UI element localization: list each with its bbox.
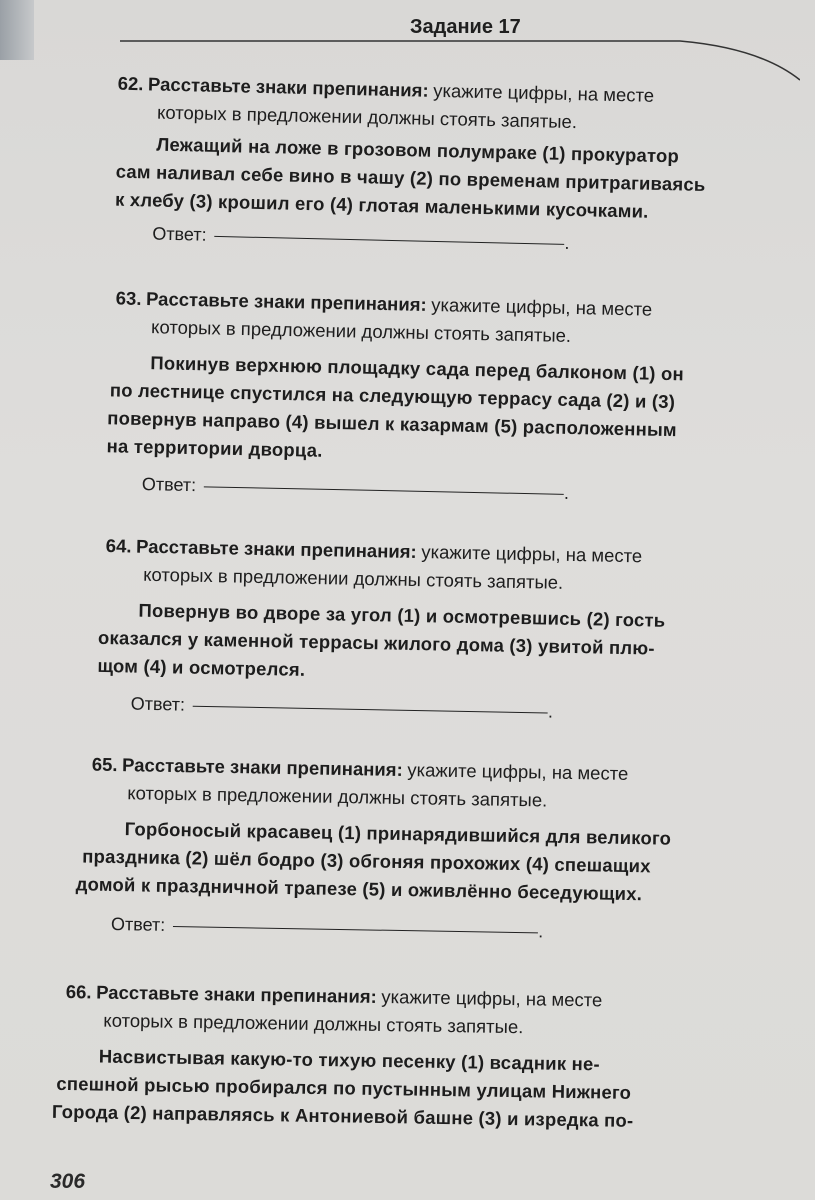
- sentence-line: спешной рысью пробирался по пустынным улицам Нижнего: [56, 1072, 632, 1103]
- instruction-text: укажите цифры, на месте: [431, 294, 653, 320]
- instruction-bold: Расставьте знаки препинания:: [135, 535, 417, 563]
- page-header: [120, 8, 780, 48]
- sentence-line: праздника (2) шёл бодро (3) обгоняя прохожих (4) спешащих: [82, 845, 651, 877]
- instruction-bold: Расставьте знаки препинания:: [96, 981, 377, 1007]
- instruction-bold: Расставьте знаки препинания:: [147, 73, 429, 101]
- instruction-line-2: которых в предложении должны стоять запятые.: [127, 782, 548, 811]
- answer-label: Ответ:: [110, 913, 166, 935]
- sentence-line: Насвистывая какую-то тихую песенку (1) всадник не-: [98, 1045, 601, 1075]
- task-number: 66.: [65, 981, 92, 1003]
- sentence-line: Города (2) направляясь к Антониевой башне (3) и изредка по-: [51, 1100, 634, 1131]
- instruction-text: укажите цифры, на месте: [421, 541, 643, 567]
- task-instruction: [92, 754, 629, 786]
- sentence-line: Покинув верхнюю площадку сада перед балконом (1) он: [150, 352, 685, 385]
- task-number: 63.: [115, 287, 142, 309]
- instruction-bold: Расставьте знаки препинания:: [145, 288, 427, 315]
- task-65: [0, 752, 815, 942]
- instruction-text: укажите цифры, на месте: [381, 985, 603, 1011]
- task-63: [0, 285, 815, 503]
- sentence-line: Горбоносый красавец (1) принарядившийся для великого: [124, 818, 672, 849]
- sentence-line: щом (4) и осмотрелся.: [97, 654, 306, 680]
- task-64: [0, 533, 815, 722]
- answer-label: Ответ:: [152, 223, 207, 245]
- answer-row: Ответ: .: [141, 474, 570, 503]
- sentence-line: по лестнице спустился на следующую террасу сада (2) и (3): [109, 379, 676, 413]
- answer-label: Ответ:: [130, 693, 186, 715]
- instruction-line-2: которых в предложении должны стоять запятые.: [143, 563, 564, 593]
- sentence-line: Лежащий на ложе в грозовом полумраке (1) прокуратор: [156, 133, 680, 167]
- page-number: 306: [50, 1170, 86, 1193]
- instruction-line-2: которых в предложении должны стоять запятые.: [150, 316, 572, 346]
- page-edge-shadow: [0, 0, 34, 60]
- instruction-line-2: которых в предложении должны стоять запятые.: [103, 1009, 524, 1038]
- task-66: [0, 980, 815, 1131]
- answer-row: Ответ: .: [110, 913, 544, 942]
- sentence-line: Повернув во дворе за угол (1) и осмотревшись (2) гость: [138, 599, 666, 631]
- sentence-line: оказался у каменной террасы жилого дома (3) увитой плю-: [97, 626, 655, 659]
- answer-input-line[interactable]: [204, 486, 564, 495]
- task-instruction: [66, 981, 603, 1012]
- answer-input-line[interactable]: [215, 236, 565, 245]
- task-number: 64.: [105, 535, 132, 557]
- answer-input-line[interactable]: [173, 926, 538, 933]
- answer-row: Ответ: .: [130, 693, 554, 722]
- sentence-line: повернув направо (4) вышел к казармам (5) расположенным: [107, 407, 678, 441]
- answer-input-line[interactable]: [193, 705, 548, 713]
- task-instruction: [106, 535, 643, 568]
- sentence-line: домой к праздничной трапезе (5) и оживлённо беседующих.: [75, 873, 643, 905]
- page-title: Задание 17: [410, 16, 521, 38]
- task-number: 65.: [91, 753, 118, 776]
- task-number: 62.: [117, 72, 144, 95]
- sentence-line: сам наливал себе вино в чашу (2) по временам притрагиваясь: [115, 160, 706, 196]
- answer-row: Ответ: .: [152, 223, 570, 253]
- instruction-bold: Расставьте знаки препинания:: [121, 754, 403, 781]
- sentence-line: на территории дворца.: [106, 435, 323, 461]
- sentence-line: к хлебу (3) крошил его (4) глотая маленькими кусочками.: [114, 188, 649, 222]
- instruction-text: укажите цифры, на месте: [407, 759, 629, 784]
- answer-label: Ответ:: [141, 474, 197, 496]
- instruction-text: укажите цифры, на месте: [433, 79, 655, 106]
- instruction-line-2: которых в предложении должны стоять запятые.: [156, 101, 578, 133]
